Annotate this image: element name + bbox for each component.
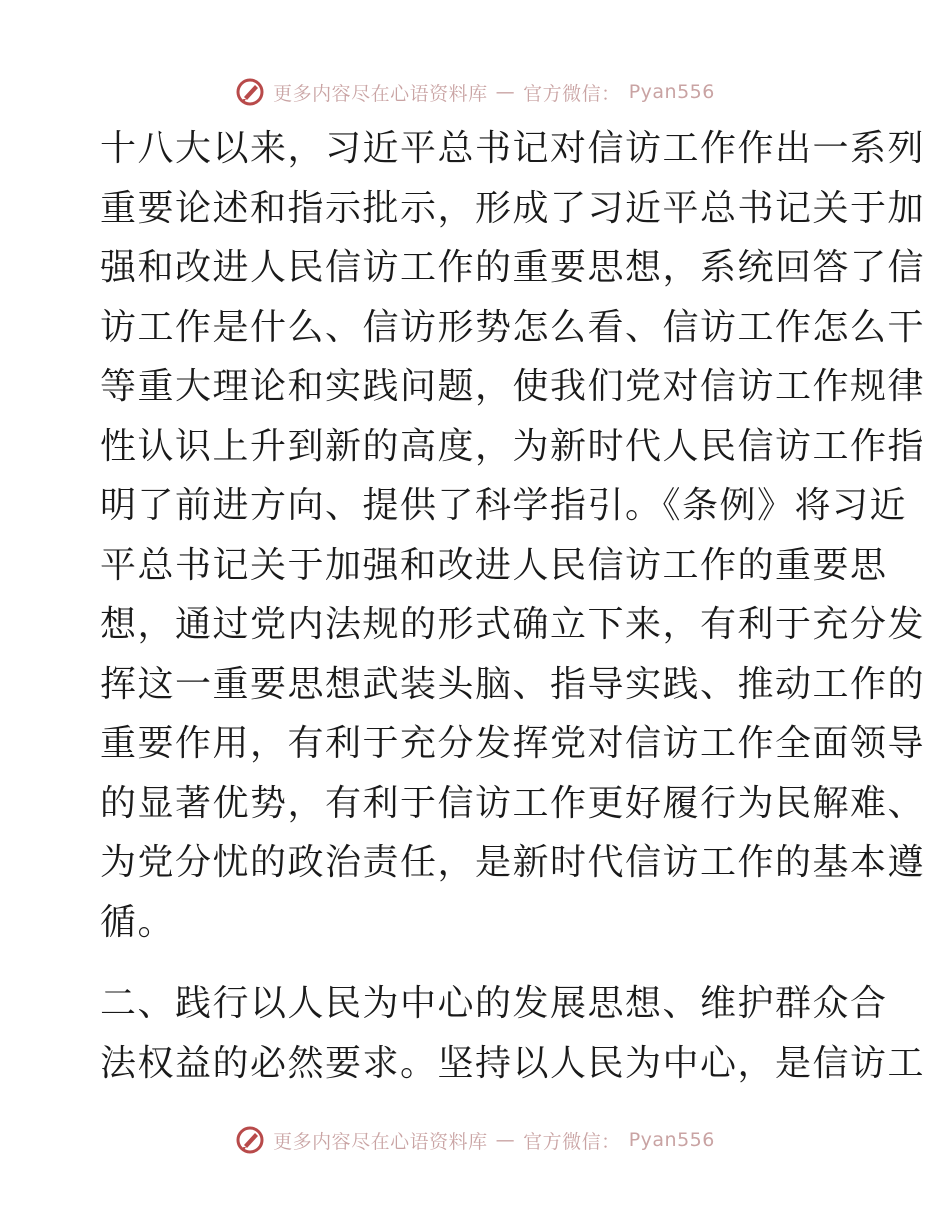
watermark-dash: — xyxy=(495,1129,516,1151)
text-line: 等重大理论和实践问题，使我们党对信访工作规律 xyxy=(100,366,926,407)
paragraph-gap xyxy=(100,952,860,974)
text-line: 访工作是什么、信访形势怎么看、信访工作怎么干 xyxy=(100,306,926,348)
brand-logo-icon xyxy=(235,77,265,107)
watermark-brand: 更多内容尽在心语资料库 xyxy=(273,1130,488,1153)
text-line: 性认识上升到新的高度，为新时代人民信访工作指 xyxy=(100,425,926,467)
text-line: 重要论述和指示批示，形成了习近平总书记关于加 xyxy=(100,187,926,229)
text-line: 十八大以来，习近平总书记对信访工作作出一系列 xyxy=(100,128,926,169)
watermark-dash: — xyxy=(495,81,516,103)
text-line: 循。 xyxy=(100,901,176,943)
text-line: 强和改进人民信访工作的重要思想，系统回答了信 xyxy=(100,247,926,288)
watermark-brand: 更多内容尽在心语资料库 xyxy=(273,82,488,105)
paragraph-2 xyxy=(100,974,926,1093)
header-watermark xyxy=(0,72,950,112)
text-line: 法权益的必然要求。坚持以人民为中心，是信访工 xyxy=(100,1042,926,1084)
text-line: 的显著优势，有利于信访工作更好履行为民解难、 xyxy=(100,782,926,824)
watermark-wechat-label: 官方微信： xyxy=(523,1130,621,1153)
document-body xyxy=(100,119,926,1093)
paragraph-1 xyxy=(100,119,926,952)
text-line: 二、践行以人民为中心的发展思想、维护群众合 xyxy=(100,983,888,1024)
text-line: 重要作用，有利于充分发挥党对信访工作全面领导 xyxy=(100,723,926,764)
text-line: 想，通过党内法规的形式确立下来，有利于充分发 xyxy=(100,604,926,645)
text-line: 平总书记关于加强和改进人民信访工作的重要思 xyxy=(100,544,888,586)
text-line: 为党分忧的政治责任，是新时代信访工作的基本遵 xyxy=(100,842,926,883)
watermark-wechat-account: Pyan556 xyxy=(628,81,715,103)
watermark-wechat-account: Pyan556 xyxy=(628,1129,715,1151)
text-line: 挥这一重要思想武装头脑、指导实践、推动工作的 xyxy=(100,663,926,705)
footer-watermark xyxy=(0,1120,950,1160)
watermark-wechat-label: 官方微信： xyxy=(523,82,621,105)
brand-logo-icon xyxy=(235,1125,265,1155)
text-line: 明了前进方向、提供了科学指引。《条例》将习近 xyxy=(100,485,908,526)
